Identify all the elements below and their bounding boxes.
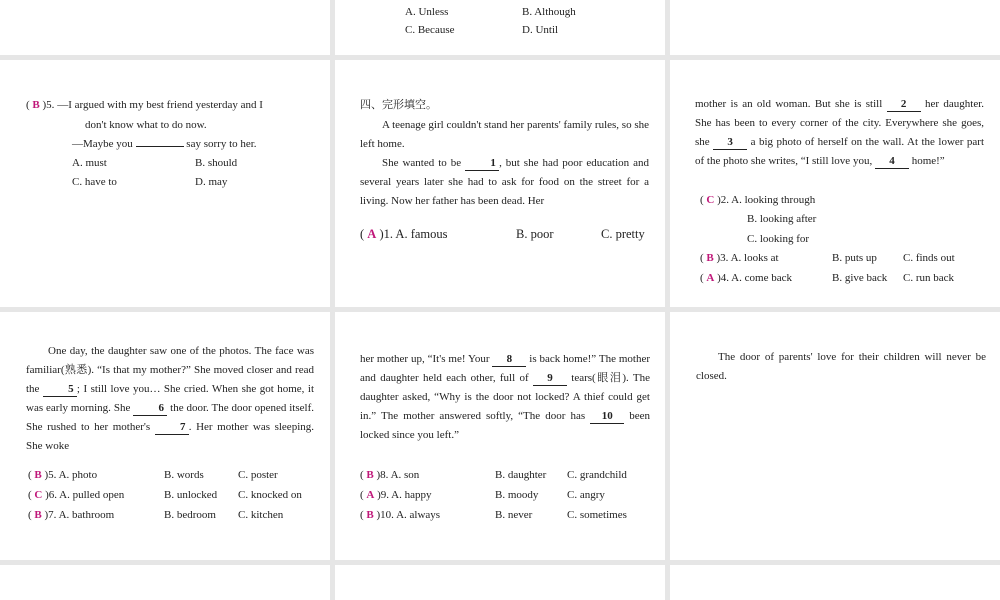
option-b: B. moody xyxy=(495,489,539,501)
question-2: ( C )2. A. looking through xyxy=(700,194,816,206)
option-d: D. may xyxy=(195,176,228,188)
panel-ending xyxy=(670,312,1000,560)
panel-bottom-left xyxy=(0,565,330,600)
option-c: C. poster xyxy=(238,469,278,481)
question-10: ( B )10. A. always xyxy=(360,509,441,521)
question-text: —Maybe you say sorry to her. xyxy=(72,138,257,150)
question-6: ( C )6. A. pulled open xyxy=(28,489,125,501)
blank-7: 7 xyxy=(155,420,189,435)
question-8: ( B )8. A. son xyxy=(360,469,420,481)
question-1: ( A )1. A. famous xyxy=(360,227,448,241)
paragraph: her mother up, “It's me! Your 8 is back home!” The mother and daughter held each other, full of 9 tears(眼泪). The daughter asked, “Why is the door not locked? A thief could get in.” The mother answered softly, “The door has 10 been locked since you left.” xyxy=(360,353,651,441)
panel-cloze-intro xyxy=(335,60,665,307)
answer: B xyxy=(32,99,40,111)
option-b: B. give back xyxy=(832,272,888,284)
panel-bottom-right xyxy=(670,565,1000,600)
option-b: B. poor xyxy=(516,227,554,241)
blank-6: 6 xyxy=(133,401,167,416)
panel-bottom-middle xyxy=(335,565,665,600)
blank-9: 9 xyxy=(533,371,567,386)
panel-cloze-8-10 xyxy=(335,312,665,560)
option-b: B. daughter xyxy=(495,469,547,481)
question-3: ( B )3. A. looks at xyxy=(700,252,779,264)
option-c: C. finds out xyxy=(903,252,955,264)
panel-top-middle xyxy=(335,0,665,55)
panel-question-5 xyxy=(0,60,330,307)
option-b: B. words xyxy=(164,469,204,481)
option-b: B. looking after xyxy=(747,213,817,225)
question-5: ( B )5. —I argued with my best friend yesterday and I xyxy=(26,99,263,111)
option-c: C. pretty xyxy=(601,227,645,241)
option-b: B. Although xyxy=(522,6,576,18)
paragraph: One day, the daughter saw one of the photos. The face was familiar(熟悉). “Is that my mother?” She moved closer and read the 5 ; I still love you… She cried. When she got home, it was early morning. She 6 the door. The door opened itself. She rushed to her mother's 7 . Her mother was sleeping. She woke xyxy=(26,345,315,452)
question-5: ( B )5. A. photo xyxy=(28,469,98,481)
question-4: ( A )4. A. come back xyxy=(700,272,792,284)
option-c: C. grandchild xyxy=(567,469,627,481)
section-heading: 四、完形填空。 xyxy=(360,99,437,111)
panel-top-right xyxy=(670,0,1000,55)
panel-cloze-5-7 xyxy=(0,312,330,560)
question-text: don't know what to do now. xyxy=(85,119,207,131)
blank-2: 2 xyxy=(887,97,921,112)
blank-8: 8 xyxy=(492,352,526,367)
option-b: B. should xyxy=(195,157,238,169)
option-b: B. bedroom xyxy=(164,509,216,521)
panel-cloze-2-4 xyxy=(670,60,1000,307)
option-c: C. have to xyxy=(72,176,117,188)
question-7: ( B )7. A. bathroom xyxy=(28,509,115,521)
option-c: C. knocked on xyxy=(238,489,302,501)
option-c: C. kitchen xyxy=(238,509,284,521)
paragraph: A teenage girl couldn't stand her parents' family rules, so she left home. xyxy=(360,119,649,150)
option-c: C. Because xyxy=(405,24,455,36)
paragraph: mother is an old woman. But she is still 2 her daughter. She has been to every corner of the city. Everywhere she goes, she 3 a big photo of herself on the wall. At the lower part of the photo she writes, “I still love you, 4 home!” xyxy=(695,98,985,167)
option-b: B. unlocked xyxy=(164,489,218,501)
option-d: D. Until xyxy=(522,24,559,36)
option-a: A. Unless xyxy=(405,6,449,18)
option-a: A. must xyxy=(72,157,107,169)
option-c: C. looking for xyxy=(747,233,810,245)
blank-1: 1 xyxy=(465,156,499,171)
blank-5: 5 xyxy=(43,382,77,397)
paragraph: The door of parents' love for their children will never be closed. xyxy=(696,351,986,382)
blank-10: 10 xyxy=(590,409,624,424)
panel-top-left xyxy=(0,0,330,55)
option-b: B. puts up xyxy=(832,252,877,264)
question-text: —I argued with my best friend yesterday and I xyxy=(57,99,263,111)
option-b: B. never xyxy=(495,509,533,521)
option-c: C. angry xyxy=(567,489,605,501)
paragraph: She wanted to be 1 , but she had poor education and several years later she had to ask for food on the street for a living. Now her father has been dead. Her xyxy=(360,157,650,207)
question-9: ( A )9. A. happy xyxy=(360,489,432,501)
blank-4: 4 xyxy=(875,154,909,169)
blank xyxy=(136,146,184,147)
option-c: C. run back xyxy=(903,272,955,284)
blank-3: 3 xyxy=(713,135,747,150)
option-c: C. sometimes xyxy=(567,509,627,521)
